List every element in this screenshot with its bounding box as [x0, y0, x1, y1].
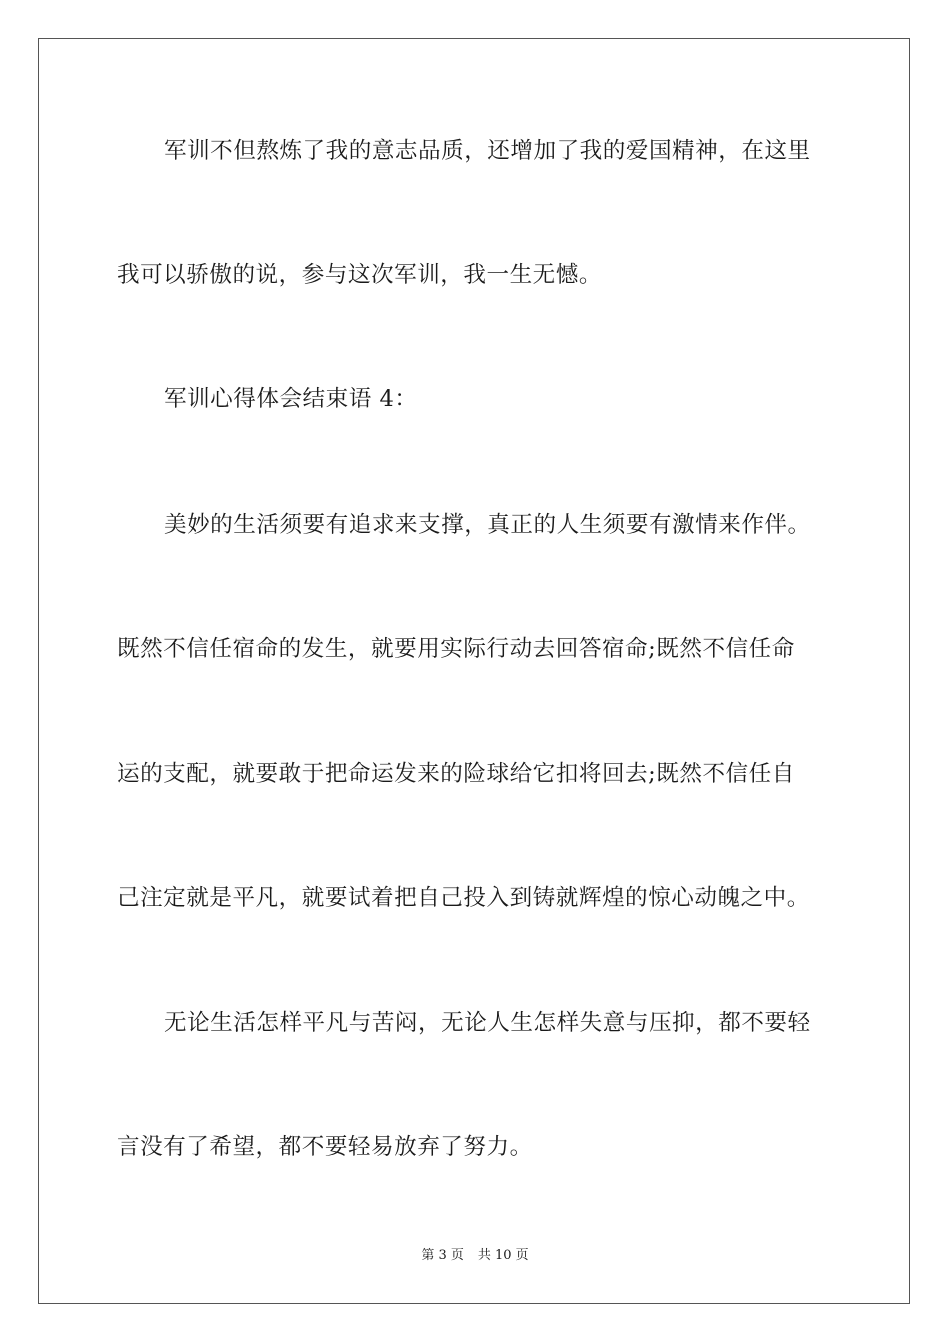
- paragraph-line: 己注定就是平凡，就要试着把自己投入到铸就辉煌的惊心动魄之中。: [117, 885, 810, 911]
- paragraph-line: 无论生活怎样平凡与苦闷，无论人生怎样失意与压抑，都不要轻: [164, 1010, 811, 1036]
- section-heading: 军训心得体会结束语 4：: [164, 386, 418, 412]
- paragraph-line: 我可以骄傲的说，参与这次军训，我一生无憾。: [117, 262, 602, 288]
- page-border: [38, 38, 910, 1304]
- paragraph-line: 美妙的生活须要有追求来支撑，真正的人生须要有激情来作伴。: [164, 512, 811, 538]
- total-pages: 共 10 页: [477, 1248, 529, 1263]
- page-footer: [0, 1247, 950, 1265]
- page-number: 第 3 页: [421, 1248, 464, 1263]
- paragraph-line: 运的支配，就要敢于把命运发来的险球给它扣将回去;既然不信任自: [117, 761, 795, 787]
- paragraph-line: 军训不但熬炼了我的意志品质，还增加了我的爱国精神，在这里: [164, 138, 811, 164]
- paragraph-line: 既然不信任宿命的发生，就要用实际行动去回答宿命;既然不信任命: [117, 636, 795, 662]
- paragraph-line: 言没有了希望，都不要轻易放弃了努力。: [117, 1134, 533, 1160]
